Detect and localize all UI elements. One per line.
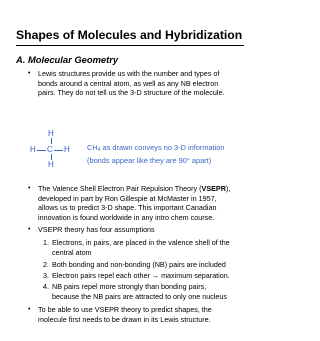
caption-line-1: [87, 143, 225, 156]
bullet4-line: molecule first needs to be drawn in its Lewis structure.: [38, 314, 211, 324]
bullet2-line: [38, 184, 230, 194]
title-underline: [16, 45, 244, 46]
bullet1-line: bonds around a central atom, as well as any NB electron: [38, 78, 219, 88]
assumption-line: Both bonding and non-bonding (NB) pairs are included: [52, 260, 226, 269]
assumption-line: Electron pairs repel each other → maximum separation.: [52, 271, 230, 280]
bullet4-line: To be able to use VSEPR theory to predict shapes, the: [38, 305, 212, 314]
bullet-icon: •: [28, 185, 31, 192]
assumption-number: 3.: [43, 271, 49, 280]
bullet2-text: ),: [225, 184, 231, 193]
caption-line-2: (bonds appear like they are 90° apart): [87, 155, 212, 165]
bullet-icon: •: [28, 306, 31, 313]
bullet2-line: allows us to predict 3-D shape. This important Canadian: [38, 203, 217, 212]
assumption-number: 2.: [43, 260, 49, 269]
hydrogen-right: H: [64, 145, 70, 154]
assumption-line: NB pairs repel more strongly than bonding pairs,: [52, 282, 207, 291]
hydrogen-left: H: [30, 145, 36, 154]
bullet1-line: Lewis structures provide us with the number and types of: [38, 69, 220, 78]
hydrogen-top: H: [48, 129, 54, 138]
bullet-icon: •: [28, 226, 31, 233]
bullet2-line: developed in part by Ron Gillespie at McMaster in 1957,: [38, 193, 217, 203]
bond-right: [54, 150, 63, 151]
assumption-number: 4.: [43, 282, 49, 291]
hydrogen-bottom: H: [48, 160, 54, 169]
bullet-icon: •: [28, 70, 31, 77]
caption-line-1-text: as drawn conveys no 3-D information: [100, 143, 225, 152]
caption-formula: CH: [87, 143, 98, 152]
assumption-line: central atom: [52, 247, 92, 257]
carbon-center: C: [47, 145, 53, 154]
caption-formula-subscript: 4: [97, 147, 101, 153]
section-heading: A. Molecular Geometry: [16, 54, 119, 65]
assumption-number: 1.: [43, 238, 49, 247]
bullet2-text: The Valence Shell Electron Pair Repulsion Theory (: [38, 184, 202, 193]
assumption-line: Electrons, in pairs, are placed in the valence shell of the: [52, 238, 230, 247]
vsepr-acronym: VSEPR: [201, 184, 226, 193]
figure-caption: [87, 143, 225, 165]
bond-top: [51, 138, 52, 144]
methane-lewis-structure: [28, 129, 88, 169]
page-title: Shapes of Molecules and Hybridization: [16, 28, 243, 42]
bullet1-line: pairs. They do not tell us the 3-D structure of the molecule.: [38, 88, 225, 97]
assumption-line: because the NB pairs are attracted to only one nucleus: [52, 291, 228, 301]
bullet3-line: VSEPR theory has four assumptions: [38, 225, 155, 234]
bullet2-line: innovation is found worldwide in any intro chem course.: [38, 212, 215, 222]
bond-left: [37, 150, 46, 151]
